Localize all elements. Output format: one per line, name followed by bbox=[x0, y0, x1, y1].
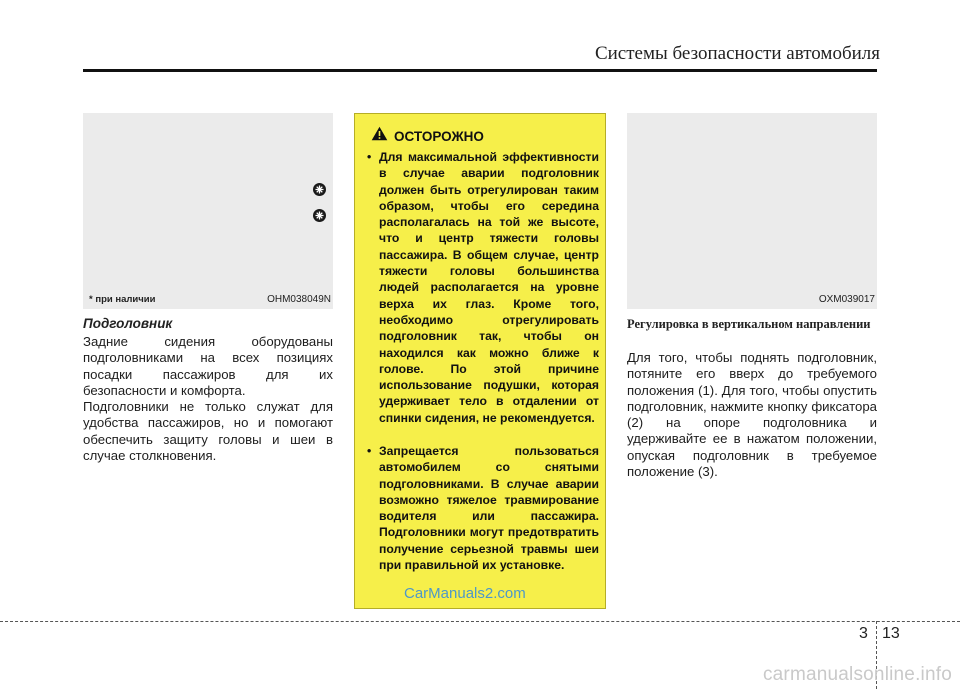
warning-item bbox=[367, 149, 599, 426]
footer-rule bbox=[0, 621, 960, 622]
warning-item bbox=[367, 443, 599, 573]
body-paragraph: Задние сидения оборудованы подголовниками на всех позициях посадки пассажиров для их безопасности и комфорта. bbox=[83, 334, 333, 398]
image-code: OXM039017 bbox=[818, 294, 875, 305]
image-code: OHM038049N bbox=[267, 294, 331, 305]
body-paragraph: Подголовники не только служат для удобства пассажиров, но и помогают обеспечить защиту головы и шеи в случае столкновения. bbox=[83, 399, 333, 463]
warning-header bbox=[371, 126, 484, 146]
section-title: Регулировка в вертикальном направлении bbox=[627, 317, 871, 331]
bullet: • bbox=[367, 444, 372, 458]
watermark: CarManuals2.com bbox=[404, 585, 526, 602]
page-header-title: Системы безопасности автомобиля bbox=[594, 43, 880, 64]
bullet: • bbox=[367, 150, 372, 164]
optional-note: * при наличии bbox=[89, 294, 156, 305]
optional-marker-icon bbox=[313, 209, 326, 222]
warning-title: ОСТОРОЖНО bbox=[394, 128, 484, 144]
right-illustration bbox=[627, 113, 877, 309]
body-paragraph: Для того, чтобы поднять подголовник, потяните его вверх до требуемого положения (1). Для того, чтобы опустить подголовник, нажмите кнопку фиксатора (2) на опоре подголовника и удерживайте ее в нажатом положении, опуская подголовник в требуемое положение (3). bbox=[627, 350, 877, 480]
warning-triangle-icon bbox=[371, 126, 388, 146]
warning-box bbox=[354, 113, 606, 609]
header-rule bbox=[83, 69, 877, 72]
warning-text: Запрещается пользоваться автомобилем со снятыми подголовниками. В случае аварии возможно тяжелое травмирование водителя или пассажира. Подголовники могут предотвратить получение серьезной травмы шеи при правильной их установке. bbox=[379, 444, 599, 573]
left-illustration bbox=[83, 113, 333, 309]
page-number: 13 bbox=[882, 625, 900, 642]
warning-text: Для максимальной эффективности в случае аварии подголовник должен быть отрегулирован таким образом, чтобы его середина располагалась на той же высоте, что и центр тяжести головы пассажира. В общем случае, центр тяжести головы большинства людей располагается на уровне верха их глаз. Кроме того, необходимо отрегулировать подголовник так, чтобы он находился как можно ближе к голове. По этой причине использование подушки, которая удерживает тело в отдалении от спинки сидения, не рекомендуется. bbox=[379, 150, 599, 425]
optional-marker-icon bbox=[313, 183, 326, 196]
watermark: carmanualsonline.info bbox=[762, 664, 952, 685]
section-title: Подголовник bbox=[83, 316, 173, 331]
chapter-number: 3 bbox=[859, 625, 868, 642]
